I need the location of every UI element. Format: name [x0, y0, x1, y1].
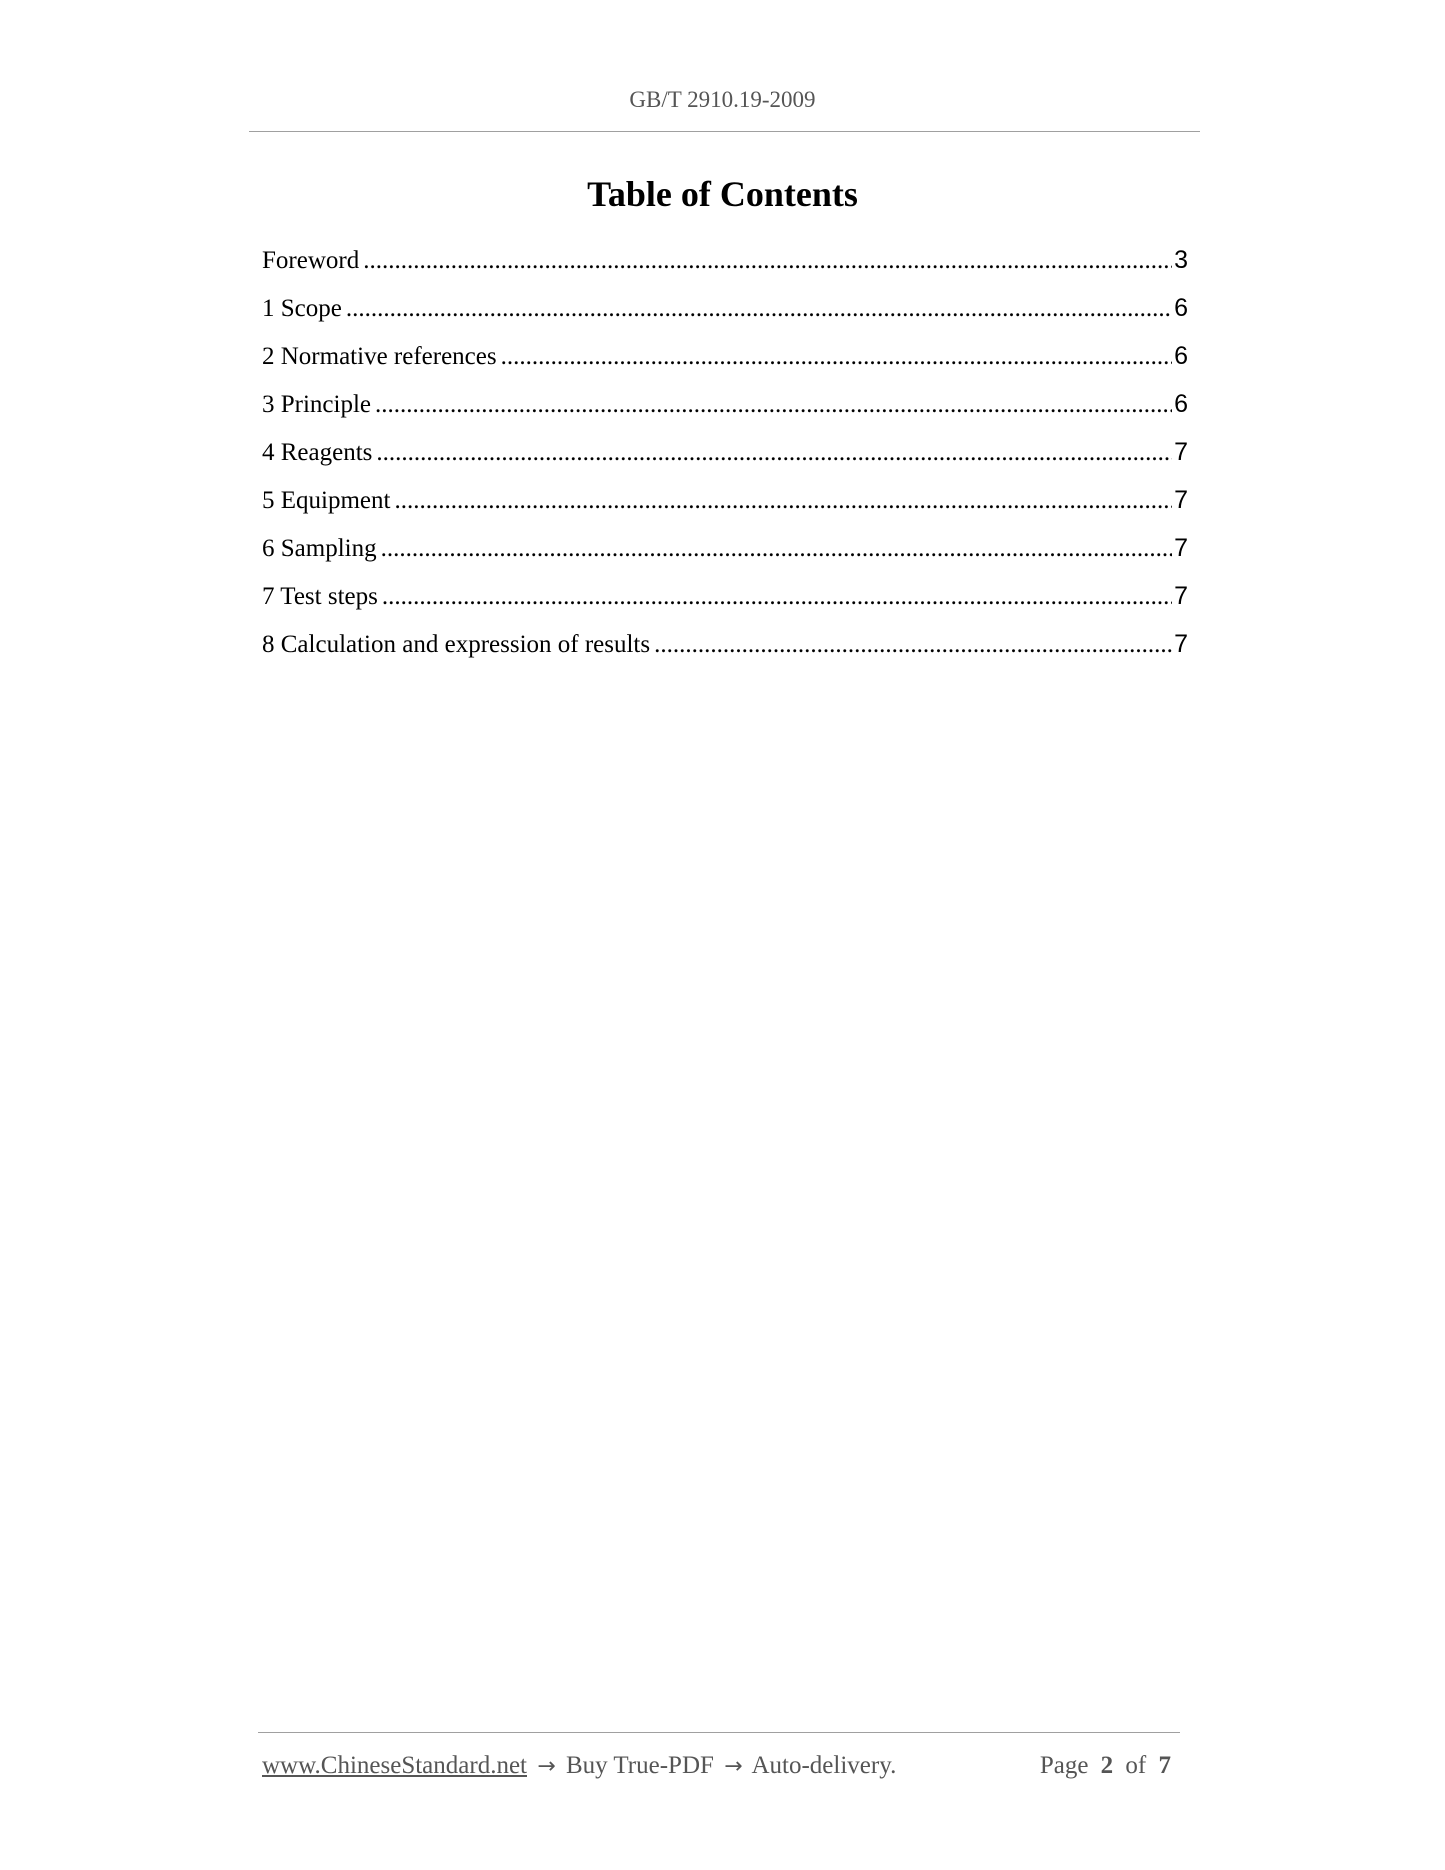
- toc-page-number: 7: [1174, 486, 1188, 514]
- site-link[interactable]: www.ChineseStandard.net: [262, 1752, 527, 1779]
- footer-promo: [262, 1751, 896, 1782]
- delivery-step-text: Auto-delivery.: [751, 1752, 897, 1779]
- document-id: GB/T 2910.19-2009: [629, 87, 816, 112]
- toc-page-number: 6: [1174, 294, 1188, 322]
- toc-dot-leader: [375, 387, 1172, 423]
- toc-page-number: 7: [1174, 534, 1188, 562]
- toc-entry-label: 7 Test steps: [262, 583, 378, 610]
- toc-entry-label: 6 Sampling: [262, 535, 377, 562]
- toc-entry-label: 3 Principle: [262, 391, 372, 418]
- toc-page-number: 7: [1174, 630, 1188, 658]
- toc-dot-leader: [381, 531, 1173, 567]
- toc-entry-label: 5 Equipment: [262, 487, 391, 514]
- toc-entry-scope[interactable]: [262, 290, 1188, 338]
- page-of-label: of: [1125, 1752, 1147, 1779]
- toc-dot-leader: [394, 483, 1172, 519]
- toc-dot-leader: [382, 579, 1172, 615]
- toc-dot-leader: [346, 291, 1172, 327]
- toc-dot-leader: [501, 339, 1172, 375]
- toc-entry-label: Foreword: [262, 247, 360, 274]
- toc-entry-principle[interactable]: [262, 386, 1188, 434]
- toc-entry-calculation[interactable]: [262, 626, 1188, 674]
- buy-step-text: Buy True-PDF: [565, 1752, 714, 1779]
- toc-entry-test-steps[interactable]: [262, 578, 1188, 626]
- header-divider: [249, 131, 1200, 132]
- toc-page-number: 6: [1174, 390, 1188, 418]
- toc-entry-foreword[interactable]: [262, 242, 1188, 290]
- toc-page-number: 3: [1174, 246, 1188, 274]
- total-page-number: 7: [1158, 1752, 1171, 1779]
- toc-title: Table of Contents: [587, 174, 858, 214]
- toc-list: [262, 242, 1188, 674]
- toc-entry-label: 2 Normative references: [262, 343, 497, 370]
- toc-entry-label: 8 Calculation and expression of results: [262, 631, 651, 658]
- page-indicator: [1040, 1751, 1177, 1781]
- toc-dot-leader: [363, 243, 1172, 279]
- footer-divider: [258, 1732, 1180, 1733]
- toc-entry-normative-references[interactable]: [262, 338, 1188, 386]
- arrow-right-icon: →: [537, 1754, 556, 1779]
- page-label: Page: [1039, 1752, 1089, 1779]
- toc-entry-reagents[interactable]: [262, 434, 1188, 482]
- toc-entry-equipment[interactable]: [262, 482, 1188, 530]
- toc-entry-label: 4 Reagents: [262, 439, 373, 466]
- toc-page-number: 7: [1174, 438, 1188, 466]
- arrow-right-icon: →: [724, 1754, 743, 1779]
- toc-dot-leader: [376, 435, 1172, 471]
- toc-entry-label: 1 Scope: [262, 295, 342, 322]
- toc-dot-leader: [654, 627, 1172, 663]
- toc-page-number: 6: [1174, 342, 1188, 370]
- toc-entry-sampling[interactable]: [262, 530, 1188, 578]
- current-page-number: 2: [1100, 1752, 1114, 1779]
- toc-page-number: 7: [1174, 582, 1188, 610]
